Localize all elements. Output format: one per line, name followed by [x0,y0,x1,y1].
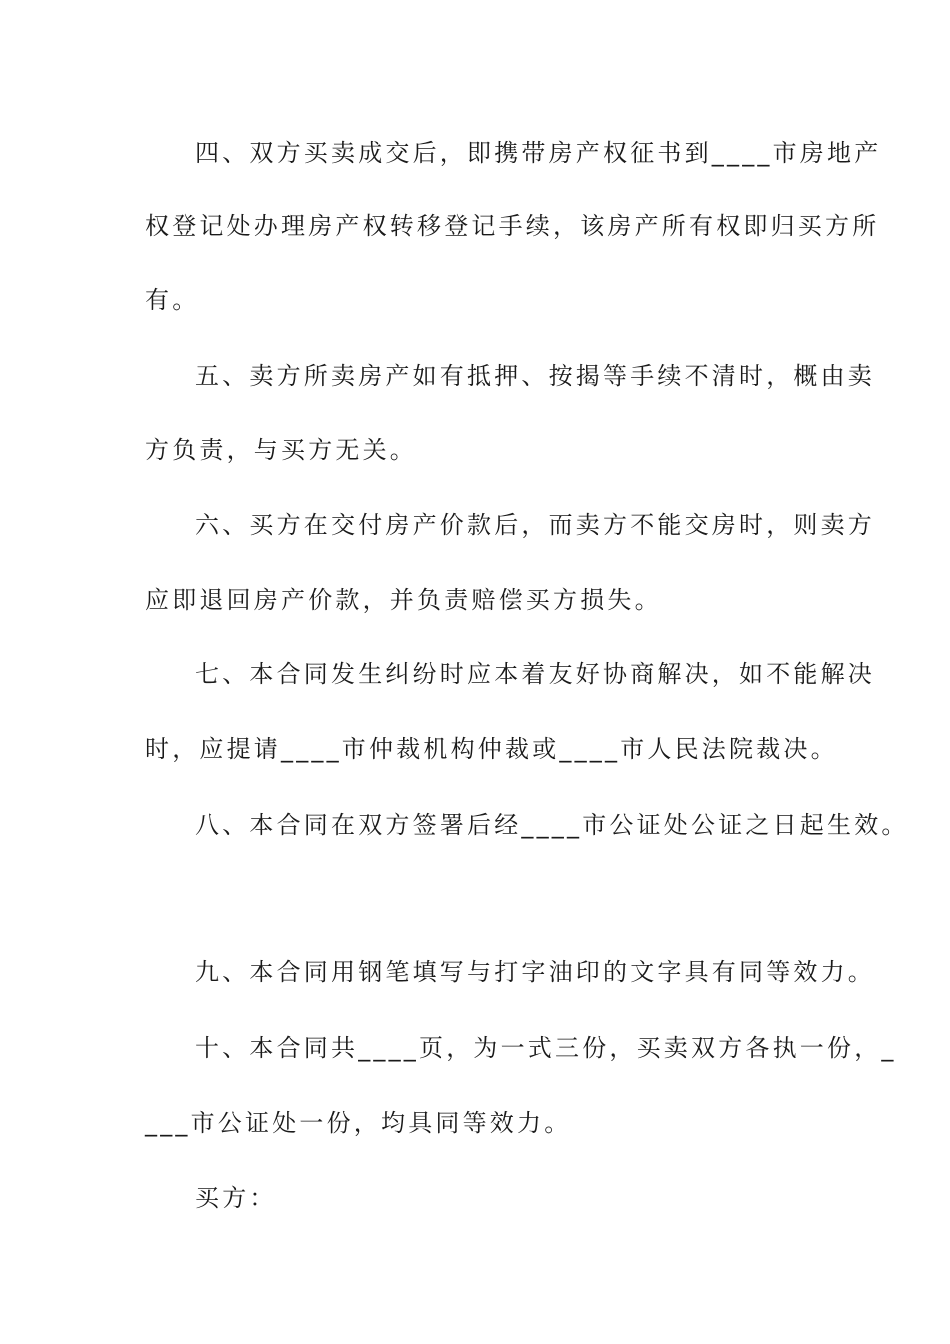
clause-7-line-2: 时，应提请____市仲裁机构仲裁或____市人民法院裁决。 [145,735,838,763]
clause-9-line-1: 九、本合同用钢笔填写与打字油印的文字具有同等效力。 [195,958,875,986]
clause-4-line-2: 权登记处办理房产权转移登记手续，该房产所有权即归买方所 [145,212,880,240]
buyer-signature-label: 买方： [195,1184,277,1212]
clause-5-line-2: 方负责，与买方无关。 [145,436,417,464]
clause-4-line-3: 有。 [145,286,200,314]
clause-5-line-1: 五、卖方所卖房产如有抵押、按揭等手续不清时，概由卖 [195,362,875,390]
clause-6-line-2: 应即退回房产价款，并负责赔偿买方损失。 [145,586,662,614]
clause-4-line-1: 四、双方买卖成交后，即携带房产权征书到____市房地产 [195,139,882,167]
clause-8-line-1: 八、本合同在双方签署后经____市公证处公证之日起生效。 [195,811,909,839]
clause-6-line-1: 六、买方在交付房产价款后，而卖方不能交房时，则卖方 [195,511,875,539]
clause-10-line-2: ___市公证处一份，均具同等效力。 [145,1109,572,1137]
clause-7-line-1: 七、本合同发生纠纷时应本着友好协商解决，如不能解决 [195,660,875,688]
clause-10-line-1: 十、本合同共____页，为一式三份，买卖双方各执一份，_ [195,1034,897,1062]
